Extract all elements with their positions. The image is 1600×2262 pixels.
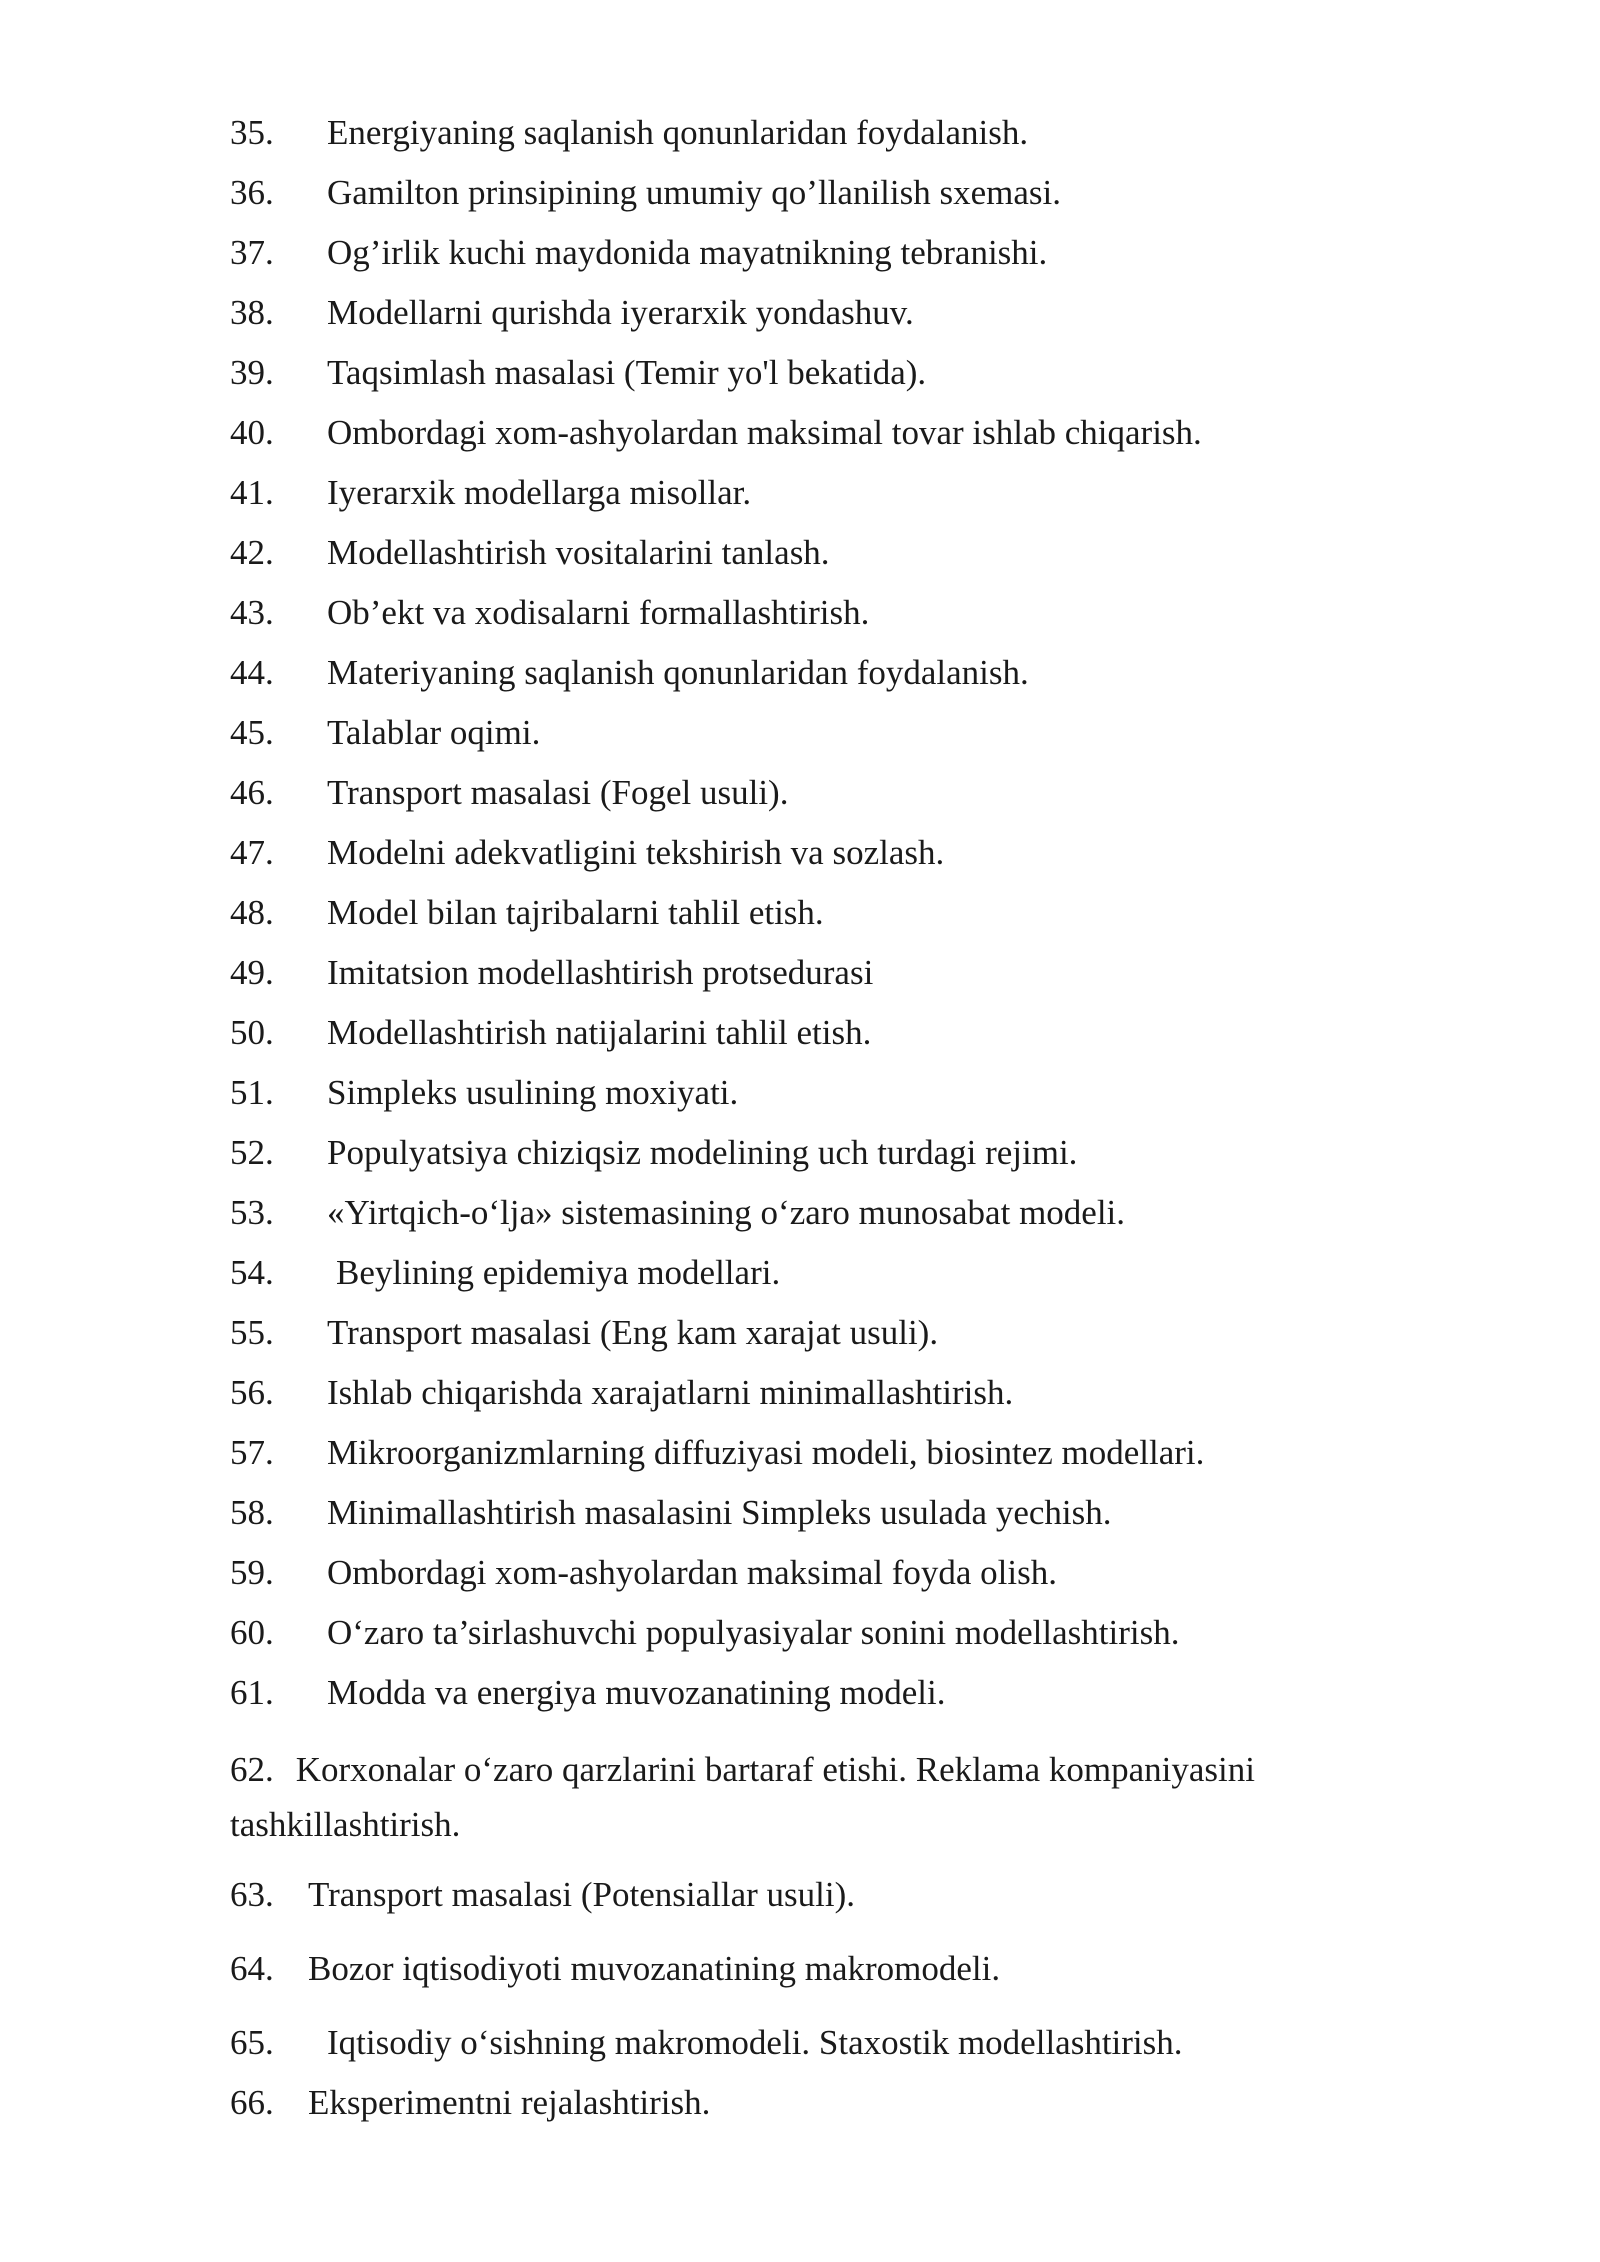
item-number: 38. bbox=[230, 293, 274, 332]
item-text: O‘zaro ta’sirlashuvchi populyasiyalar sonini modellashtirish. bbox=[327, 1613, 1180, 1652]
item-number: 66. bbox=[230, 2083, 274, 2122]
item-number: 62. bbox=[230, 1750, 274, 1789]
item-text: Transport masalasi (Eng kam xarajat usuli). bbox=[327, 1313, 939, 1352]
list-item bbox=[230, 1874, 1370, 1934]
list-item bbox=[230, 532, 1370, 592]
item-number: 43. bbox=[230, 593, 274, 632]
item-text: Ombordagi xom-ashyolardan maksimal foyda olish. bbox=[327, 1553, 1057, 1592]
list-item bbox=[230, 1672, 1370, 1732]
item-number: 41. bbox=[230, 473, 274, 512]
list-item bbox=[230, 1948, 1370, 2008]
item-text: Eksperimentni rejalashtirish. bbox=[308, 2083, 711, 2122]
list-item bbox=[230, 2022, 1370, 2082]
item-text: Iyerarxik modellarga misollar. bbox=[327, 473, 752, 512]
item-text: Energiyaning saqlanish qonunlaridan foydalanish. bbox=[327, 113, 1029, 152]
item-number: 60. bbox=[230, 1613, 274, 1652]
item-number: 48. bbox=[230, 893, 274, 932]
item-number: 54. bbox=[230, 1253, 274, 1292]
item-number: 35. bbox=[230, 113, 274, 152]
list-item bbox=[230, 652, 1370, 712]
item-number: 64. bbox=[230, 1949, 274, 1988]
item-number: 65. bbox=[230, 2023, 274, 2062]
item-text: Modellashtirish vositalarini tanlash. bbox=[327, 533, 830, 572]
item-text: Korxonalar o‘zaro qarzlarini bartaraf etishi. Reklama kompaniyasini tashkillashtirish. bbox=[230, 1750, 1255, 1844]
list-item bbox=[230, 1432, 1370, 1492]
item-number: 47. bbox=[230, 833, 274, 872]
list-item bbox=[230, 172, 1370, 232]
item-number: 52. bbox=[230, 1133, 274, 1172]
item-text: Model bilan tajribalarni tahlil etish. bbox=[327, 893, 824, 932]
list-item bbox=[230, 1312, 1370, 1372]
list-item bbox=[230, 352, 1370, 412]
item-text: Modellashtirish natijalarini tahlil etish. bbox=[327, 1013, 872, 1052]
item-text: Ombordagi xom-ashyolardan maksimal tovar ishlab chiqarish. bbox=[327, 413, 1202, 452]
item-number: 50. bbox=[230, 1013, 274, 1052]
item-text: Og’irlik kuchi maydonida mayatnikning tebranishi. bbox=[327, 233, 1048, 272]
item-number: 44. bbox=[230, 653, 274, 692]
list-item bbox=[230, 1612, 1370, 1672]
list-item bbox=[230, 1012, 1370, 1072]
list-item bbox=[230, 472, 1370, 532]
list-item bbox=[230, 412, 1370, 472]
item-number: 51. bbox=[230, 1073, 274, 1112]
item-text: Transport masalasi (Potensiallar usuli). bbox=[308, 1875, 855, 1914]
item-number: 56. bbox=[230, 1373, 274, 1412]
item-number: 53. bbox=[230, 1193, 274, 1232]
item-number: 55. bbox=[230, 1313, 274, 1352]
item-text: Iqtisodiy o‘sishning makromodeli. Staxostik modellashtirish. bbox=[327, 2023, 1183, 2062]
item-number: 39. bbox=[230, 353, 274, 392]
list-item bbox=[230, 592, 1370, 652]
item-number: 36. bbox=[230, 173, 274, 212]
item-text: Ishlab chiqarishda xarajatlarni minimallashtirish. bbox=[327, 1373, 1014, 1412]
item-number: 58. bbox=[230, 1493, 274, 1532]
list-item bbox=[230, 1072, 1370, 1132]
item-text: «Yirtqich-o‘lja» sistemasining o‘zaro munosabat modeli. bbox=[327, 1193, 1126, 1232]
list-item bbox=[230, 2082, 1370, 2142]
item-number: 42. bbox=[230, 533, 274, 572]
list-item bbox=[230, 952, 1370, 1012]
list-item bbox=[230, 772, 1370, 832]
item-text: Beylining epidemiya modellari. bbox=[336, 1253, 781, 1292]
item-text: Populyatsiya chiziqsiz modelining uch turdagi rejimi. bbox=[327, 1133, 1078, 1172]
list-item bbox=[230, 712, 1370, 772]
item-text: Imitatsion modellashtirish protsedurasi bbox=[327, 953, 874, 992]
item-text: Gamilton prinsipining umumiy qo’llanilish sxemasi. bbox=[327, 173, 1061, 212]
item-text: Taqsimlash masalasi (Temir yo'l bekatida). bbox=[327, 353, 927, 392]
topic-list bbox=[230, 112, 1370, 2142]
list-item bbox=[230, 892, 1370, 952]
item-text: Ob’ekt va xodisalarni formallashtirish. bbox=[327, 593, 870, 632]
list-item bbox=[230, 1252, 1370, 1312]
item-number: 40. bbox=[230, 413, 274, 452]
item-number: 63. bbox=[230, 1875, 274, 1914]
item-text: Materiyaning saqlanish qonunlaridan foydalanish. bbox=[327, 653, 1029, 692]
item-text: Modelni adekvatligini tekshirish va sozlash. bbox=[327, 833, 945, 872]
item-text: Talablar oqimi. bbox=[327, 713, 541, 752]
list-item bbox=[230, 232, 1370, 292]
list-item bbox=[230, 292, 1370, 352]
list-item bbox=[230, 832, 1370, 892]
item-number: 49. bbox=[230, 953, 274, 992]
list-item bbox=[230, 1492, 1370, 1552]
item-number: 45. bbox=[230, 713, 274, 752]
item-number: 46. bbox=[230, 773, 274, 812]
item-text: Modellarni qurishda iyerarxik yondashuv. bbox=[327, 293, 914, 332]
item-text: Simpleks usulining moxiyati. bbox=[327, 1073, 739, 1112]
item-text: Bozor iqtisodiyoti muvozanatining makromodeli. bbox=[308, 1949, 1001, 1988]
item-text: Transport masalasi (Fogel usuli). bbox=[327, 773, 789, 812]
item-text: Modda va energiya muvozanatining modeli. bbox=[327, 1673, 946, 1712]
item-number: 37. bbox=[230, 233, 274, 272]
list-item bbox=[230, 1192, 1370, 1252]
item-text: Mikroorganizmlarning diffuziyasi modeli, biosintez modellari. bbox=[327, 1433, 1205, 1472]
list-item bbox=[230, 1132, 1370, 1192]
list-item bbox=[230, 112, 1370, 172]
item-number: 57. bbox=[230, 1433, 274, 1472]
list-item bbox=[230, 1552, 1370, 1612]
item-text: Minimallashtirish masalasini Simpleks usulada yechish. bbox=[327, 1493, 1112, 1532]
list-item bbox=[230, 1372, 1370, 1432]
item-number: 59. bbox=[230, 1553, 274, 1592]
list-item bbox=[230, 1742, 1370, 1852]
item-number: 61. bbox=[230, 1673, 274, 1712]
